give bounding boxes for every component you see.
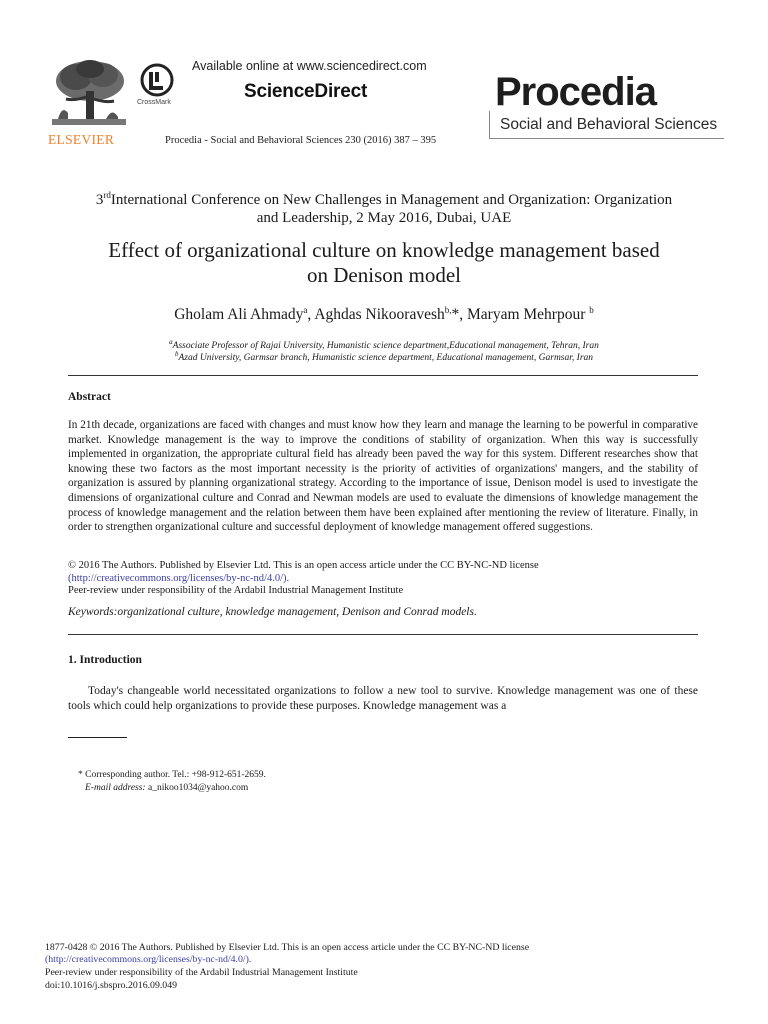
conference-line1: International Conference on New Challenges in Management and Organization: Organization xyxy=(110,192,673,208)
elsevier-wordmark: ELSEVIER xyxy=(48,132,115,147)
footer-license: 1877-0428 © 2016 The Authors. Published by Elsevier Ltd. This is an open access article under the CC BY-NC-ND license xyxy=(45,942,530,953)
author-sup: b, xyxy=(444,305,452,315)
footnote-divider xyxy=(68,737,127,738)
copyright-text: © 2016 The Authors. Published by Elsevier Ltd. This is an open access article under the CC BY-NC-ND license xyxy=(68,560,539,571)
footer-doi[interactable]: doi:10.1016/j.sbspro.2016.09.049 xyxy=(45,980,177,991)
intro-paragraph: Today's changeable world necessitated organizations to follow a new tool to survive. Knowledge management was one of these tools which could help organizations to provide these purposes. Knowledge management was a xyxy=(68,685,698,712)
conference-number: 3 xyxy=(95,192,104,208)
email-label: E-mail address: xyxy=(85,783,146,793)
section-heading: 1. Introduction xyxy=(68,654,142,666)
procedia-subtitle: Social and Behavioral Sciences xyxy=(500,116,718,133)
affiliation-sup: b xyxy=(174,350,179,358)
title-line1: Effect of organizational culture on knowledge management based xyxy=(108,238,660,262)
conference-line2: and Leadership, 2 May 2016, Dubai, UAE xyxy=(256,210,512,226)
author-list xyxy=(60,305,708,324)
available-online-text: Available online at www.sciencedirect.com xyxy=(192,59,427,73)
affiliation-b xyxy=(60,350,708,363)
procedia-logo: Procedia xyxy=(495,70,656,114)
procedia-divider xyxy=(489,138,724,139)
author-name[interactable]: Aghdas Nikooravesh xyxy=(314,306,445,324)
conference-suffix: rd xyxy=(103,190,111,200)
conference-info xyxy=(60,186,708,227)
author-sup: b xyxy=(589,305,594,315)
divider-bottom xyxy=(68,634,698,635)
affiliation-text: Azad University, Garmsar branch, Humanistic science department, Educational management, Garmsar, Iran xyxy=(178,353,594,364)
paper-title xyxy=(60,238,708,288)
email-line xyxy=(85,783,248,793)
journal-reference: Procedia - Social and Behavioral Sciences 230 (2016) 387 – 395 xyxy=(165,135,437,146)
abstract-body: In 21th decade, organizations are faced with changes and must know how they learn and manage the learning to be powerful in comparative market. Knowledge management is the way to improve the conditions of stability of organization. When this way is successfully implemented in organization, the appropriate cultural field has already been paved the way for this system. Different researches show that knowing these two factors as the most important necessity is the priority of activities of organizations' mangers, and the stability of organization is assured by planning organizational strategy. According to the importance of issue, Denison model is used to investigate the dimensions of organizational culture and Conrad and Newman models are used to evaluate the dimensions of knowledge management the process of knowledge management and the relation between them have been explained after mentioning the review of literature. Finally, in order to strengthen organizational culture and successful deployment of knowledge management offered suggestions. xyxy=(68,419,698,534)
footer-peer-review: Peer-review under responsibility of the Ardabil Industrial Management Institute xyxy=(45,967,358,978)
author-sup: a xyxy=(303,305,308,315)
affiliation-text: Associate Professor of Rajai University, Humanistic science department,Educational management, Tehran, Iran xyxy=(172,341,599,352)
procedia-vertical-divider xyxy=(489,111,490,139)
corresponding-author: * Corresponding author. Tel.: +98-912-651-2659. xyxy=(78,770,266,780)
author-separator: , xyxy=(307,306,315,324)
title-line2: on Denison model xyxy=(307,263,461,287)
crossmark-label: CrossMark xyxy=(137,99,171,106)
crossmark-icon[interactable] xyxy=(140,63,174,102)
keywords: Keywords:organizational culture, knowledge management, Denison and Conrad models. xyxy=(68,606,477,618)
copyright-block xyxy=(68,560,698,598)
license-link[interactable]: (http://creativecommons.org/licenses/by-nc-nd/4.0/). xyxy=(68,572,290,584)
email-address[interactable]: a_nikoo1034@yahoo.com xyxy=(145,783,249,793)
affiliation-sup: a xyxy=(169,338,173,346)
peer-review-text: Peer-review under responsibility of the Ardabil Industrial Management Institute xyxy=(68,585,404,597)
sciencedirect-brand[interactable]: ScienceDirect xyxy=(244,81,368,102)
footer-license-link[interactable]: (http://creativecommons.org/licenses/by-nc-nd/4.0/). xyxy=(45,954,252,965)
author-separator: *, xyxy=(451,306,467,324)
elsevier-tree-logo xyxy=(48,57,128,129)
author-name[interactable]: Gholam Ali Ahmady xyxy=(174,306,304,324)
divider-top xyxy=(68,375,698,376)
author-name[interactable]: Maryam Mehrpour xyxy=(467,306,590,324)
abstract-heading: Abstract xyxy=(68,391,111,403)
